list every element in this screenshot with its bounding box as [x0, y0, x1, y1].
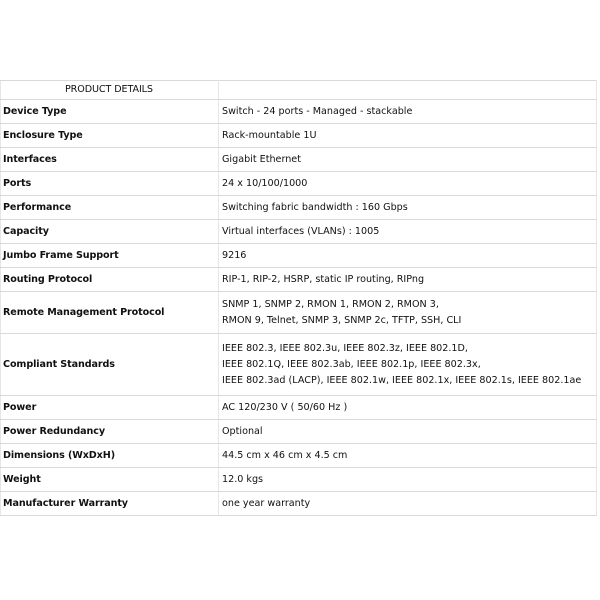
- table-header-label: PRODUCT DETAILS: [1, 81, 219, 100]
- spec-value: [219, 334, 597, 396]
- table-row: [1, 396, 597, 420]
- spec-value-line: Switching fabric bandwidth : 160 Gbps: [222, 201, 408, 213]
- spec-label: Routing Protocol: [1, 268, 219, 292]
- table-row: [1, 172, 597, 196]
- spec-value: [219, 172, 597, 196]
- spec-label: Manufacturer Warranty: [1, 492, 219, 516]
- spec-label: Interfaces: [1, 148, 219, 172]
- spec-value: [219, 420, 597, 444]
- table-row: [1, 100, 597, 124]
- spec-label: Remote Management Protocol: [1, 292, 219, 334]
- spec-label: Jumbo Frame Support: [1, 244, 219, 268]
- spec-value: [219, 244, 597, 268]
- table-header-value: [219, 81, 597, 100]
- table-row: [1, 196, 597, 220]
- spec-value: [219, 468, 597, 492]
- spec-label: Compliant Standards: [1, 334, 219, 396]
- spec-value: [219, 492, 597, 516]
- spec-value: [219, 292, 597, 334]
- spec-label: Device Type: [1, 100, 219, 124]
- table-row: [1, 220, 597, 244]
- spec-value: [219, 444, 597, 468]
- spec-value-line: 44.5 cm x 46 cm x 4.5 cm: [222, 449, 348, 461]
- table-row: [1, 468, 597, 492]
- spec-value: [219, 100, 597, 124]
- table-row: [1, 244, 597, 268]
- spec-value: [219, 396, 597, 420]
- product-details-sheet: [0, 80, 596, 516]
- table-row: [1, 334, 597, 396]
- spec-value-line: SNMP 1, SNMP 2, RMON 1, RMON 2, RMON 3,: [222, 298, 439, 310]
- spec-value-line: one year warranty: [222, 497, 311, 509]
- spec-label: Enclosure Type: [1, 124, 219, 148]
- spec-label: Capacity: [1, 220, 219, 244]
- spec-value-line: IEEE 802.3ad (LACP), IEEE 802.1w, IEEE 802.1x, IEEE 802.1s, IEEE 802.1ae: [222, 374, 582, 386]
- table-row: [1, 124, 597, 148]
- spec-value: [219, 196, 597, 220]
- spec-label: Ports: [1, 172, 219, 196]
- spec-value-line: 9216: [222, 249, 247, 261]
- table-row: [1, 492, 597, 516]
- table-row: [1, 444, 597, 468]
- spec-value-line: RIP-1, RIP-2, HSRP, static IP routing, RIPng: [222, 273, 425, 285]
- table-row: [1, 292, 597, 334]
- spec-label: Weight: [1, 468, 219, 492]
- spec-value-line: Gigabit Ethernet: [222, 153, 301, 165]
- table-row: [1, 420, 597, 444]
- spec-label: Power: [1, 396, 219, 420]
- spec-value-line: Virtual interfaces (VLANs) : 1005: [222, 225, 380, 237]
- spec-value: [219, 124, 597, 148]
- spec-value: [219, 220, 597, 244]
- spec-value-line: 24 x 10/100/1000: [222, 177, 308, 189]
- spec-label: Power Redundancy: [1, 420, 219, 444]
- spec-value-line: IEEE 802.1Q, IEEE 802.3ab, IEEE 802.1p, IEEE 802.3x,: [222, 358, 481, 370]
- spec-value-line: Optional: [222, 425, 263, 437]
- spec-value-line: IEEE 802.3, IEEE 802.3u, IEEE 802.3z, IEEE 802.1D,: [222, 342, 468, 354]
- spec-label: Dimensions (WxDxH): [1, 444, 219, 468]
- table-row: [1, 148, 597, 172]
- spec-value-line: Rack-mountable 1U: [222, 129, 317, 141]
- spec-label: Performance: [1, 196, 219, 220]
- spec-value-line: RMON 9, Telnet, SNMP 3, SNMP 2c, TFTP, SSH, CLI: [222, 314, 462, 326]
- product-details-table: [0, 80, 597, 516]
- spec-value-line: Switch - 24 ports - Managed - stackable: [222, 105, 413, 117]
- spec-value: [219, 268, 597, 292]
- table-row: [1, 268, 597, 292]
- spec-value-line: 12.0 kgs: [222, 473, 264, 485]
- spec-value-line: AC 120/230 V ( 50/60 Hz ): [222, 401, 348, 413]
- spec-value: [219, 148, 597, 172]
- table-header-row: [1, 81, 597, 100]
